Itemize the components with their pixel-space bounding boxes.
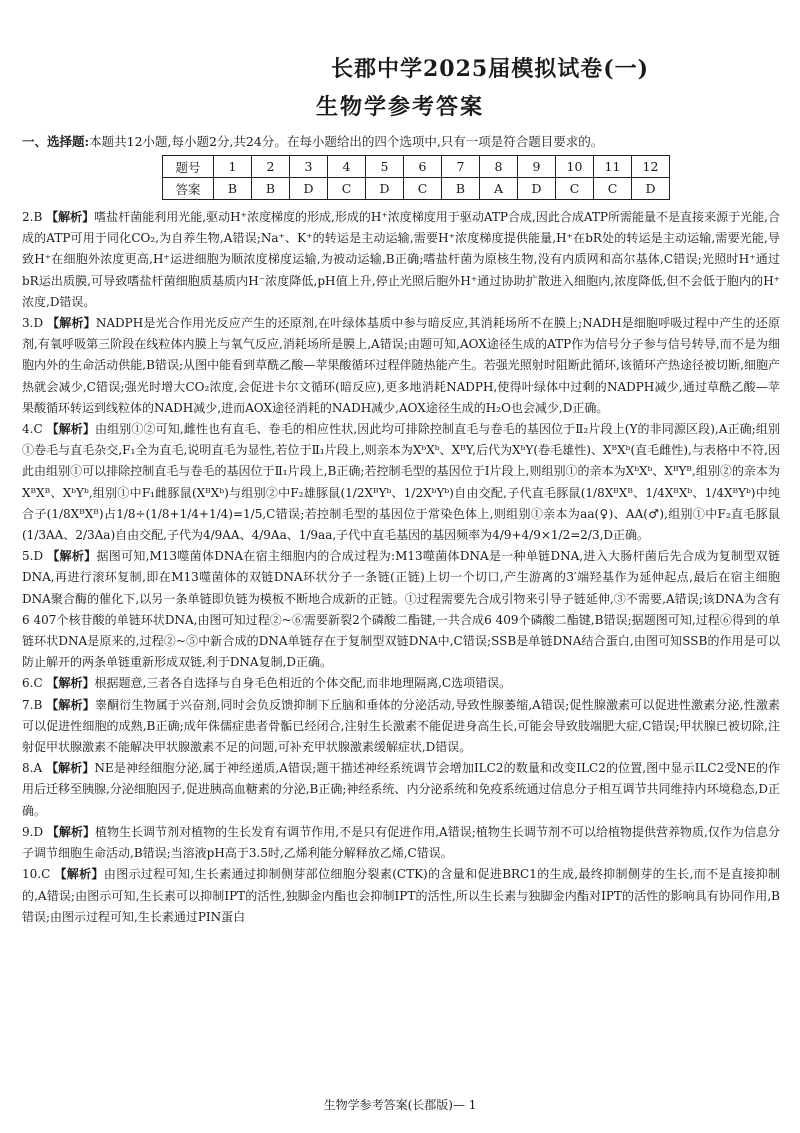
- item-tag: 【解析】: [46, 697, 95, 712]
- question-number: 5: [366, 156, 404, 178]
- question-number: 8: [480, 156, 518, 178]
- answer-cell: C: [556, 178, 594, 200]
- section-instruction: 本题共12小题,每小题2分,共24分。在每小题给出的四个选项中,只有一项是符合题目要求的。: [89, 134, 604, 149]
- question-number: 2: [252, 156, 290, 178]
- question-number: 10: [556, 156, 594, 178]
- item-tag: 【解析】: [46, 422, 96, 437]
- item-tag: 【解析】: [46, 210, 95, 224]
- item-text: 根据题意,三者各自选择与自身毛色相近的个体交配,而非地理隔离,C选项错误。: [94, 676, 512, 691]
- item-text: 由图示过程可知,生长素通过抑制侧芽部位细胞分裂素(CTK)的含量和促进BRC1的生成,最终抑制侧芽的生长,而不是直接抑制的,A错误;由图示可知,生长素可以抑制IPT的活性,独脚金内酯也会抑制IPT的活性,所以生长素与独脚金内酯对IPT的活性的影响具有协同作用,B错误;由图示过程可知,生长素通过PIN蛋白: [22, 867, 780, 924]
- item-tag: 【解析】: [46, 676, 95, 691]
- question-number: 4: [328, 156, 366, 178]
- explanation-item: [22, 313, 780, 419]
- explanation-item: [22, 864, 780, 928]
- item-text: 睾酮衍生物属于兴奋剂,同时会负反馈抑制下丘脑和垂体的分泌活动,导致性腺萎缩,A错误;促性腺激素可以促进性激素分泌,性激素可以促进性细胞的成熟,B正确;成年侏儒症患者骨骺已经闭合,注射生长激素不能促进身高生长,可能会导致肢端肥大症,C错误;甲状腺已被切除,注射促甲状腺激素不能解决甲状腺激素不足的问题,可补充甲状腺激素缓解症状,D错误。: [22, 697, 780, 755]
- item-number: 5.D: [22, 549, 44, 564]
- item-number: 6.C: [22, 676, 43, 691]
- answer-cell: C: [328, 178, 366, 200]
- item-number: 8.A: [22, 761, 43, 776]
- answer-table-row-answers: [163, 178, 670, 200]
- answer-table-row-numbers: [163, 156, 670, 178]
- explanation-item: [22, 822, 780, 864]
- item-text: NE是神经细胞分泌,属于神经递质,A错误;题干描述神经系统调节会增加ILC2的数量和改变ILC2的位置,图中显示ILC2受NE的作用后迁移至胰腺,分泌细胞因子,促进胰高血糖素的分泌,B正确;神经系统、内分泌系统和免疫系统通过信息分子相互调节共同维持内环境稳态,D正确。: [22, 761, 780, 818]
- item-tag: 【解析】: [46, 761, 95, 776]
- item-number: 2.B: [22, 210, 43, 224]
- question-number: 11: [594, 156, 632, 178]
- answer-cell: B: [252, 178, 290, 200]
- question-number: 12: [632, 156, 670, 178]
- answer-cell: A: [480, 178, 518, 200]
- answer-key-title: 生物学参考答案: [315, 95, 484, 120]
- explanation-item: [22, 758, 780, 822]
- section-label: 一、选择题:: [22, 134, 90, 149]
- explanation-item: [22, 695, 780, 759]
- question-number: 3: [290, 156, 328, 178]
- item-number: 3.D: [22, 316, 44, 331]
- question-number: 1: [214, 156, 252, 178]
- item-tag: 【解析】: [46, 824, 95, 839]
- item-number: 10.C: [22, 867, 51, 882]
- explanation-item: [22, 546, 780, 673]
- question-number: 9: [518, 156, 556, 178]
- answer-cell: C: [594, 178, 632, 200]
- page-footer: 生物学参考答案(长郡版)— 1: [323, 1098, 477, 1112]
- row-label-number: 题号: [163, 156, 214, 178]
- explanation-item: [22, 673, 780, 694]
- item-text: NADPH是光合作用光反应产生的还原剂,在叶绿体基质中参与暗反应,其消耗场所不在膜上;NADH是细胞呼吸过程中产生的还原剂,有氧呼吸第三阶段在线粒体内膜上与氧气反应,消耗场所是膜上,A错误;由题可知,AOX途径生成的ATP作为信号分子参与信号转导,而不是为细胞内外的生命活动供能,B错误;从图中能看到草酰乙酸—苹果酸循环过程伴随热能产生。若强光照射时阻断此循环,该循环产热途径被切断,细胞产热就会减少,C错误;强光时增大CO₂浓度,会促进卡尔文循环(暗反应),更多地消耗NADPH,使得叶绿体中过剩的NADPH减少,通过草酰乙酸—苹果酸循环转运到线粒体的NADH减少,进而AOX途径消耗的NADH减少,AOX途径生成的H₂O也会减少,D正确。: [22, 316, 780, 415]
- answer-cell: D: [366, 178, 404, 200]
- answer-table: [162, 155, 670, 200]
- answer-cell: B: [214, 178, 252, 200]
- section-heading: [22, 133, 782, 151]
- item-number: 7.B: [22, 697, 43, 712]
- item-tag: 【解析】: [47, 549, 97, 564]
- answer-cell: C: [404, 178, 442, 200]
- item-number: 9.D: [22, 824, 44, 839]
- answer-cell: D: [290, 178, 328, 200]
- answer-cell: B: [442, 178, 480, 200]
- answer-cell: D: [518, 178, 556, 200]
- row-label-answer: 答案: [163, 178, 214, 200]
- answer-cell: D: [632, 178, 670, 200]
- item-text: 据图可知,M13噬菌体DNA在宿主细胞内的合成过程为:M13噬菌体DNA是一种单链DNA,进入大肠杆菌后先合成为复制型双链DNA,再进行滚环复制,即在M13噬菌体的双链DNA环状分子一条链(正链)上切一个切口,产生游离的3′端羟基作为延伸起点,最后在宿主细胞DNA聚合酶的催化下,以另一条单链即负链为模板不断地合成新的正链。①过程需要先合成引物来引导子链延伸,③不需要,A错误;该DNA为含有6 407个核苷酸的单链环状DNA,由图可知过程②~⑥需要新裂2个磷酸二酯键,一共合成6 409个磷酸二酯键,B错误;据题图可知,过程⑥得到的单链环状DNA是原来的,过程②~⑤中新合成的DNA单链存在于复制型双链DNA中,C错误;SSB是单链DNA结合蛋白,由图可知SSB的作用是可以防止解开的两条单链重新形成双链,利于DNA复制,D正确。: [22, 549, 780, 670]
- item-text: 由组别①②可知,雌性也有直毛、卷毛的相应性状,因此均可排除控制直毛与卷毛的基因位于Ⅱ₂片段上(Y的非同源区段),A正确;组别①卷毛与直毛杂交,F₁全为直毛,说明直毛为显性,若位于Ⅱ₁片段上,则亲本为XᵇXᵇ、XᴮY,后代为XᵇY(卷毛雄性)、XᴮXᵇ(直毛雌性),与表格中不符,因此由组别①可以排除控制直毛与卷毛的基因位于Ⅱ₁片段上,B正确;若控制毛型的基因位于Ⅰ片段上,则组别①的亲本为XᵇXᵇ、XᴮYᴮ,组别②的亲本为XᴮXᴮ、XᵇYᵇ,组别①中F₁雌豚鼠(XᴮXᵇ)与组别②中F₂雄豚鼠(1/2XᴮYᵇ、1/2XᵇYᵇ)自由交配,子代直毛豚鼠(1/8XᴮXᴮ、1/4XᴮXᵇ、1/4XᴮYᵇ)中纯合子(1/8XᴮXᴮ)占1/8÷(1/8+1/4+1/4)=1/5,C错误;若控制毛型的基因位于常染色体上,则组别①亲本为aa(♀)、AA(♂),组别①中F₂直毛豚鼠(1/3AA、2/3Aa)自由交配,子代为4/9AA、4/9Aa、1/9aa,子代中直毛基因的基因频率为4/9+4/9×1/2=2/3,D正确。: [22, 422, 780, 543]
- explanation-item: [22, 207, 780, 313]
- item-tag: 【解析】: [47, 316, 96, 331]
- explanation-item: [22, 419, 780, 546]
- question-number: 6: [404, 156, 442, 178]
- item-text: 植物生长调节剂对植物的生长发育有调节作用,不是只有促进作用,A错误;植物生长调节剂不可以给植物提供营养物质,仅作为信息分子调节细胞生命活动,B错误;当溶液pH高于3.5时,乙烯利能分解释放乙烯,C错误。: [22, 824, 780, 861]
- exam-title: 长郡中学2025届模拟试卷(一): [330, 56, 650, 82]
- item-text: 嗜盐杆菌能利用光能,驱动H⁺浓度梯度的形成,形成的H⁺浓度梯度用于驱动ATP合成,因此合成ATP所需能量不是直接来源于光能,合成的ATP可用于同化CO₂,为自养生物,A错误;Na⁺、K⁺的转运是主动运输,需要H⁺浓度梯度提供能量,H⁺在bR处的转运是主动运输,需要光能,导致H⁺在细胞外浓度更高,H⁺运进细胞为顺浓度梯度运输,为被动运输,B正确;嗜盐杆菌为原核生物,没有内质网和高尔基体,C错误;光照时H⁺通过bR运出质膜,可导致嗜盐杆菌细胞质基质内H⁻浓度降低,pH值上升,停止光照后胞外H⁺通过协助扩散进入细胞内,浓度降低,但不会低于胞内的H⁺浓度,D错误。: [22, 210, 780, 309]
- explanations: [22, 207, 780, 928]
- item-tag: 【解析】: [54, 867, 104, 882]
- question-number: 7: [442, 156, 480, 178]
- item-number: 4.C: [22, 422, 43, 437]
